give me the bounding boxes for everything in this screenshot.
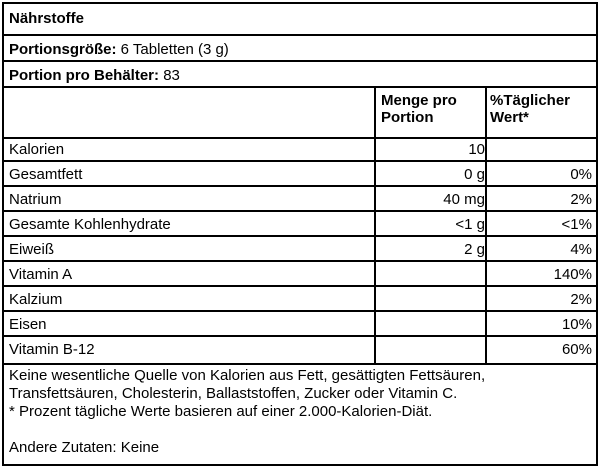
nutrient-name: Kalzium (9, 291, 63, 308)
footnote-block (9, 367, 591, 457)
nutrient-name: Gesamte Kohlenhydrate (9, 216, 171, 233)
footnote-spacer (9, 421, 591, 439)
table-row (4, 212, 596, 237)
serving-size-value: 6 Tabletten (3 g) (120, 41, 229, 58)
nutrition-facts-panel (2, 2, 598, 466)
serving-size-label: Portionsgröße: (9, 41, 117, 58)
nutrient-daily-value: <1% (561, 216, 592, 233)
nutrient-name: Eisen (9, 316, 47, 333)
table-row (4, 162, 596, 187)
nutrient-daily-value: 2% (570, 291, 592, 308)
table-row (4, 237, 596, 262)
daily-value-column-header (490, 92, 570, 126)
nutrient-name: Eiweiß (9, 241, 55, 258)
nutrient-amount: 2 g (464, 241, 485, 258)
table-row (4, 312, 596, 337)
serving-size-row (4, 38, 596, 62)
table-row (4, 262, 596, 287)
servings-per-container-row (4, 64, 596, 88)
other-ingredients: Andere Zutaten: Keine (9, 439, 160, 456)
nutrient-name: Natrium (9, 191, 62, 208)
footnote-line: * Prozent tägliche Werte basieren auf einer 2.000-Kalorien-Diät. (9, 403, 433, 420)
nutrient-name: Gesamtfett (9, 166, 83, 183)
dv-header-line2: Wert* (490, 109, 529, 126)
table-row (4, 287, 596, 312)
nutrient-name: Kalorien (9, 141, 65, 158)
nutrient-name: Vitamin A (9, 266, 73, 283)
footnote-line: Keine wesentliche Quelle von Kalorien aus Fett, gesättigten Fettsäuren, (9, 367, 486, 384)
amount-header-line2: Portion (381, 109, 434, 126)
nutrient-daily-value: 4% (570, 241, 592, 258)
servings-per-container-label: Portion pro Behälter: (9, 67, 160, 84)
table-row (4, 337, 596, 365)
amount-column-header (381, 92, 457, 126)
nutrient-amount: 0 g (464, 166, 485, 183)
nutrient-daily-value: 10% (561, 316, 592, 333)
amount-header-line1: Menge pro (381, 92, 457, 109)
nutrient-name: Vitamin B-12 (9, 341, 95, 358)
column-header-row (4, 88, 596, 139)
nutrient-amount: <1 g (455, 216, 485, 233)
nutrient-daily-value: 2% (570, 191, 592, 208)
nutrient-daily-value: 140% (553, 266, 592, 283)
dv-header-line1: %Täglicher (490, 92, 571, 109)
nutrient-daily-value: 60% (561, 341, 592, 358)
servings-per-container-value: 83 (163, 67, 180, 84)
panel-title: Nährstoffe (4, 4, 596, 36)
table-row (4, 187, 596, 212)
nutrient-daily-value: 0% (570, 166, 592, 183)
nutrient-amount: 40 mg (443, 191, 485, 208)
nutrient-amount: 10 (468, 141, 485, 158)
footnote-line: Transfettsäuren, Cholesterin, Ballaststoffen, Zucker oder Vitamin C. (9, 385, 458, 402)
table-row (4, 137, 596, 162)
